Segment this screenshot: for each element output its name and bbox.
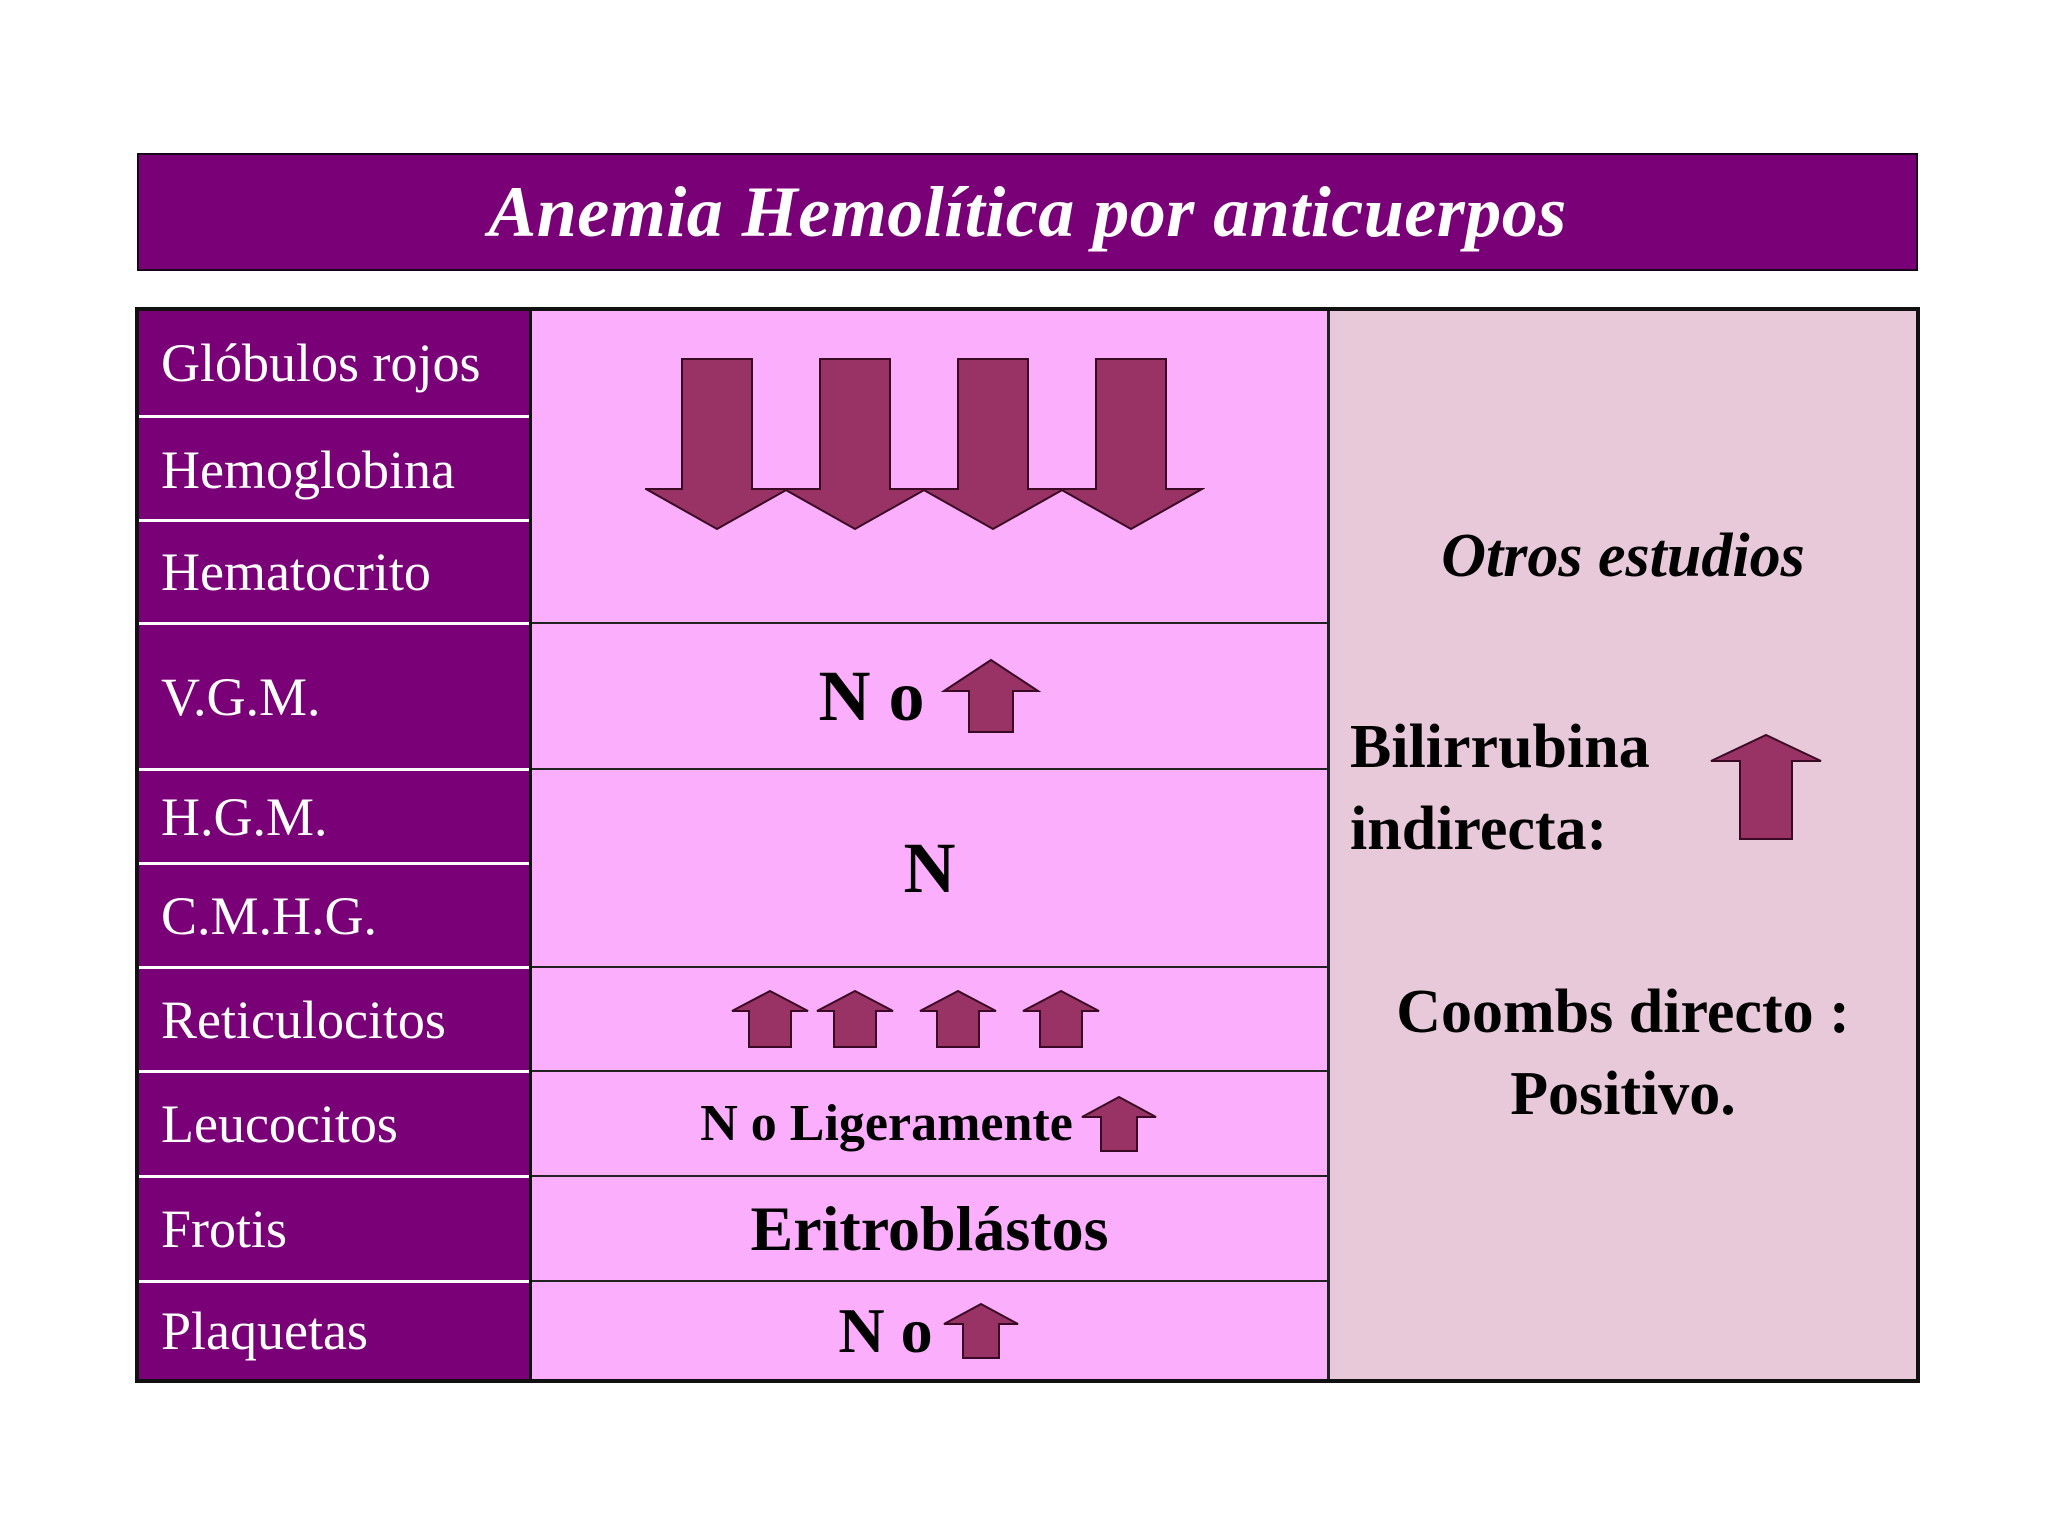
row-label-cmhg: C.M.H.G. — [161, 885, 378, 946]
bilirrubina-label — [1350, 706, 1650, 870]
other-studies-panel — [1327, 311, 1916, 1379]
cell-leucocitos — [532, 1072, 1327, 1175]
vgm-value: N o — [818, 655, 925, 736]
row-label-vgm: V.G.M. — [161, 666, 321, 727]
cell-hgm-cmhg: N — [903, 827, 956, 908]
row-label-frotis: Frotis — [161, 1199, 288, 1259]
cell-plaquetas — [532, 1282, 1327, 1379]
row-label-leucocitos: Leucocitos — [161, 1094, 398, 1154]
up-arrow-icon — [1023, 991, 1099, 1047]
row-label-hgm: H.G.M. — [161, 786, 328, 847]
coombs-line2: Positivo. — [1510, 1060, 1736, 1128]
down-arrow-icon — [784, 359, 926, 529]
up-arrow-icon — [941, 1302, 1021, 1360]
cell-reticulocitos — [532, 968, 1327, 1070]
up-arrow-icon — [732, 991, 808, 1047]
row-label-reticulocitos: Reticulocitos — [161, 989, 446, 1050]
down-arrows-group — [645, 357, 1205, 557]
up-arrow-icon — [941, 658, 1041, 734]
other-studies-heading: Otros estudios — [1441, 522, 1805, 590]
page-title: Anemia Hemolítica por anticuerpos — [488, 171, 1567, 252]
label-column — [139, 311, 532, 1379]
up-arrow-icon — [920, 991, 996, 1047]
down-arrow-icon — [922, 359, 1064, 529]
up-arrow-icon — [1079, 1095, 1159, 1153]
cell-frotis: Eritroblástos — [750, 1192, 1109, 1264]
up-arrow-icon — [817, 991, 893, 1047]
down-arrow-icon — [646, 359, 788, 529]
coombs-line1: Coombs directo : — [1396, 978, 1850, 1046]
row-label-globulos-rojos: Glóbulos rojos — [161, 333, 481, 393]
row-label-hemoglobina: Hemoglobina — [161, 440, 455, 500]
cell-vgm — [532, 624, 1327, 768]
plaquetas-value: N o — [838, 1294, 933, 1366]
up-arrow-icon — [1708, 733, 1824, 841]
leucocitos-value: N o Ligeramente — [700, 1095, 1073, 1152]
coombs-result — [1330, 971, 1916, 1135]
cell-rbc-hb-hct — [532, 311, 1327, 622]
results-table — [135, 307, 1920, 1383]
down-arrow-icon — [1060, 359, 1202, 529]
title-bar — [137, 153, 1918, 271]
row-label-plaquetas: Plaquetas — [161, 1301, 368, 1361]
up-arrows-group — [730, 989, 1110, 1049]
row-label-hematocrito: Hematocrito — [161, 542, 431, 602]
value-column — [532, 311, 1327, 1379]
bilirrubina-line2: indirecta: — [1350, 795, 1608, 863]
bilirrubina-line1: Bilirrubina — [1350, 713, 1650, 781]
